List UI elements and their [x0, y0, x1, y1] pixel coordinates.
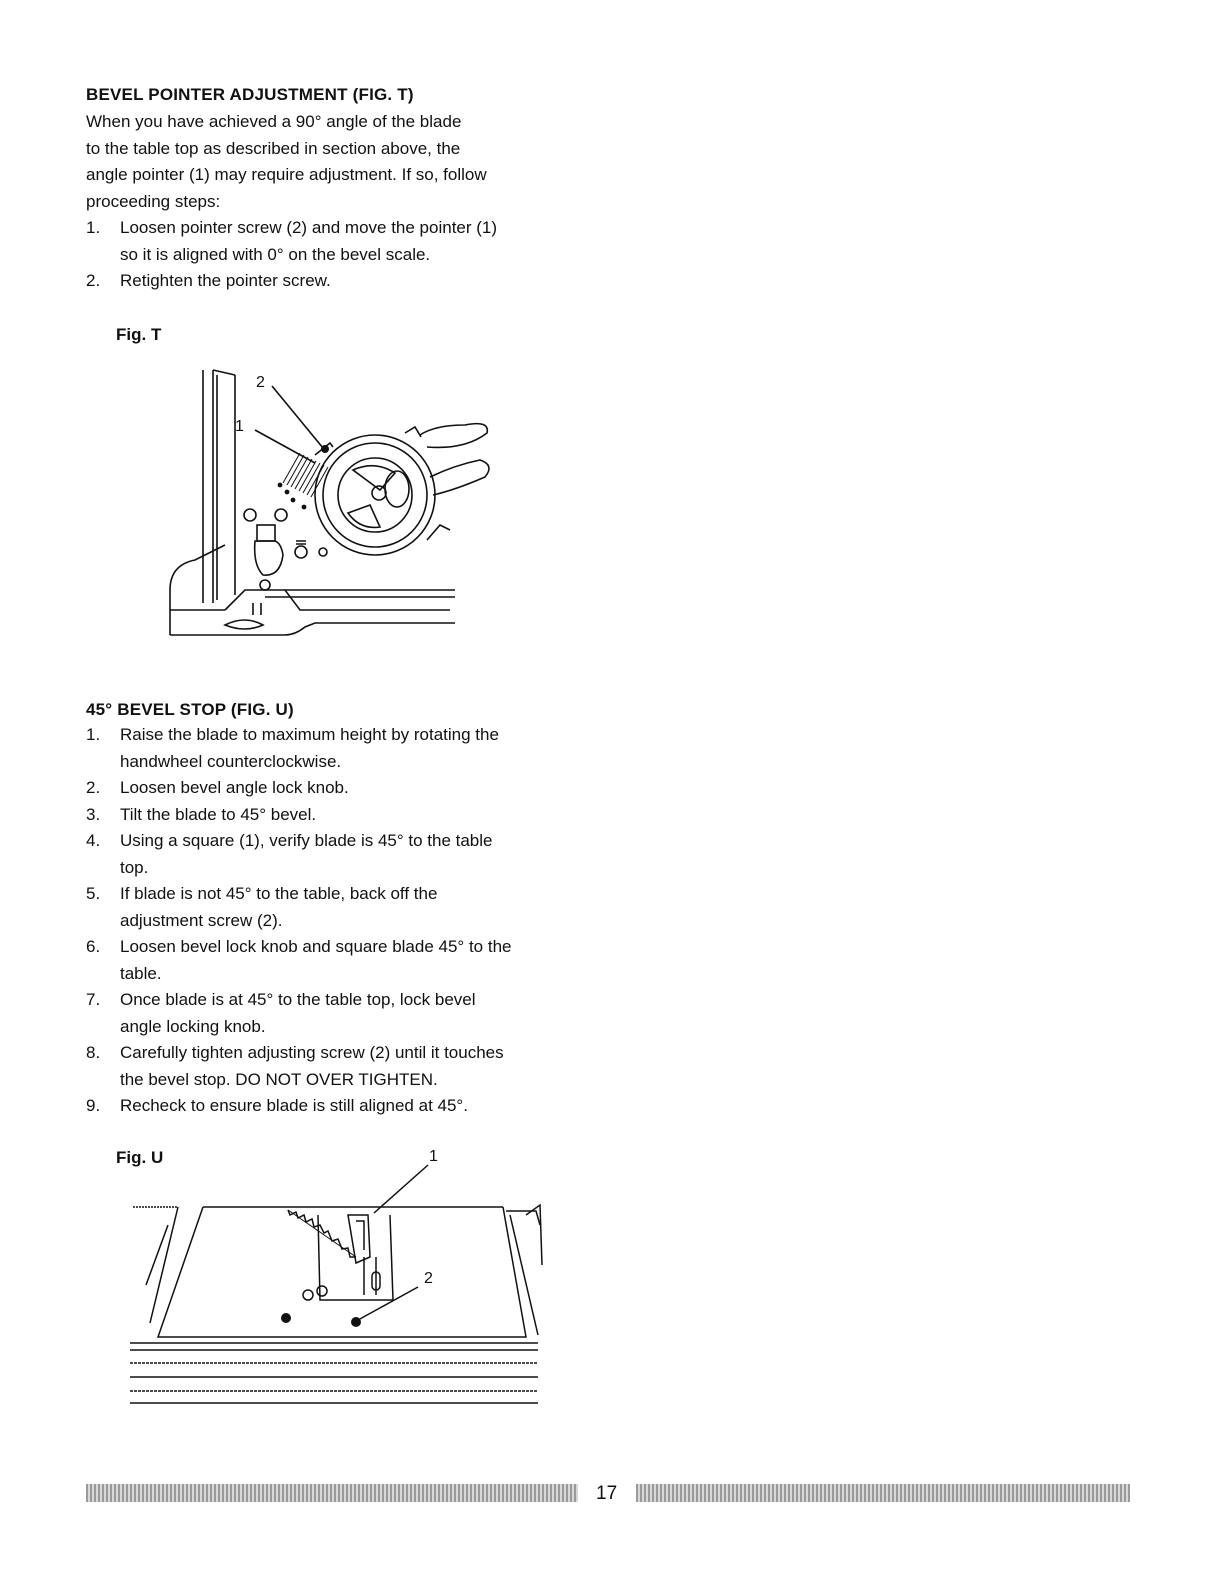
- page-number: 17: [596, 1483, 618, 1504]
- step-line: Carefully tighten adjusting screw (2) until it touches: [120, 1043, 504, 1062]
- step-line: Loosen pointer screw (2) and move the pointer (1): [120, 218, 498, 237]
- step-number: 7.: [86, 990, 101, 1009]
- step-line: Loosen bevel angle lock knob.: [120, 778, 349, 797]
- section-title-bevel-pointer: BEVEL POINTER ADJUSTMENT (FIG. T): [86, 85, 414, 104]
- intro-line: When you have achieved a 90° angle of the blade: [86, 112, 462, 131]
- figure-t-illustration: [165, 365, 510, 655]
- step-number: 2.: [86, 271, 101, 290]
- step-number: 5.: [86, 884, 101, 903]
- intro-line: to the table top as described in section above, the: [86, 138, 461, 158]
- step-number: 3.: [86, 804, 101, 824]
- figure-u-label: Fig. U: [116, 1148, 164, 1167]
- callout-1: 1: [235, 418, 244, 435]
- step-line: Retighten the pointer screw.: [120, 271, 331, 290]
- bevel-pointer-steps: [86, 215, 586, 295]
- step-number: 9.: [86, 1096, 101, 1115]
- step-item: [86, 802, 586, 829]
- figure-u-illustration: [128, 1145, 548, 1415]
- step-item: [86, 881, 586, 934]
- footer-rule-left: [86, 1484, 578, 1502]
- bevel-stop-steps: [86, 722, 586, 1120]
- step-line: handwheel counterclockwise.: [120, 751, 342, 771]
- step-item: [86, 1093, 586, 1120]
- step-line: If blade is not 45° to the table, back off the: [120, 884, 438, 903]
- step-line: Once blade is at 45° to the table top, lock bevel: [120, 990, 476, 1009]
- step-line: the bevel stop. DO NOT OVER TIGHTEN.: [120, 1069, 438, 1089]
- step-item: [86, 722, 586, 775]
- step-line: top.: [120, 857, 149, 877]
- step-line: Tilt the blade to 45° bevel.: [120, 804, 317, 824]
- intro-paragraph: [86, 109, 566, 215]
- footer-rule-right: [636, 1484, 1130, 1502]
- intro-line: proceeding steps:: [86, 191, 221, 211]
- step-line: so it is aligned with 0° on the bevel scale.: [120, 244, 431, 264]
- step-number: 4.: [86, 831, 101, 850]
- step-item: [86, 1040, 586, 1093]
- callout-2: 2: [424, 1270, 433, 1287]
- step-line: Using a square (1), verify blade is 45° to the table: [120, 831, 493, 850]
- step-item: [86, 828, 586, 881]
- step-line: Loosen bevel lock knob and square blade 45° to the: [120, 937, 512, 956]
- callout-2: 2: [256, 374, 265, 391]
- step-item: [86, 987, 586, 1040]
- step-item: [86, 934, 586, 987]
- figure-t-label: Fig. T: [116, 325, 162, 344]
- callout-1: 1: [429, 1148, 438, 1165]
- step-line: Recheck to ensure blade is still aligned at 45°.: [120, 1096, 468, 1115]
- section-title-bevel-stop: 45° BEVEL STOP (FIG. U): [86, 700, 294, 719]
- step-item: [86, 215, 586, 268]
- step-line: table.: [120, 963, 162, 983]
- step-number: 2.: [86, 778, 101, 797]
- step-item: [86, 268, 586, 295]
- step-line: Raise the blade to maximum height by rotating the: [120, 725, 499, 744]
- step-line: adjustment screw (2).: [120, 910, 283, 930]
- step-number: 1.: [86, 725, 101, 744]
- step-line: angle locking knob.: [120, 1016, 266, 1036]
- step-number: 6.: [86, 937, 101, 956]
- step-item: [86, 775, 586, 802]
- step-number: 1.: [86, 218, 101, 237]
- intro-line: angle pointer (1) may require adjustment. If so, follow: [86, 165, 487, 184]
- step-number: 8.: [86, 1043, 101, 1062]
